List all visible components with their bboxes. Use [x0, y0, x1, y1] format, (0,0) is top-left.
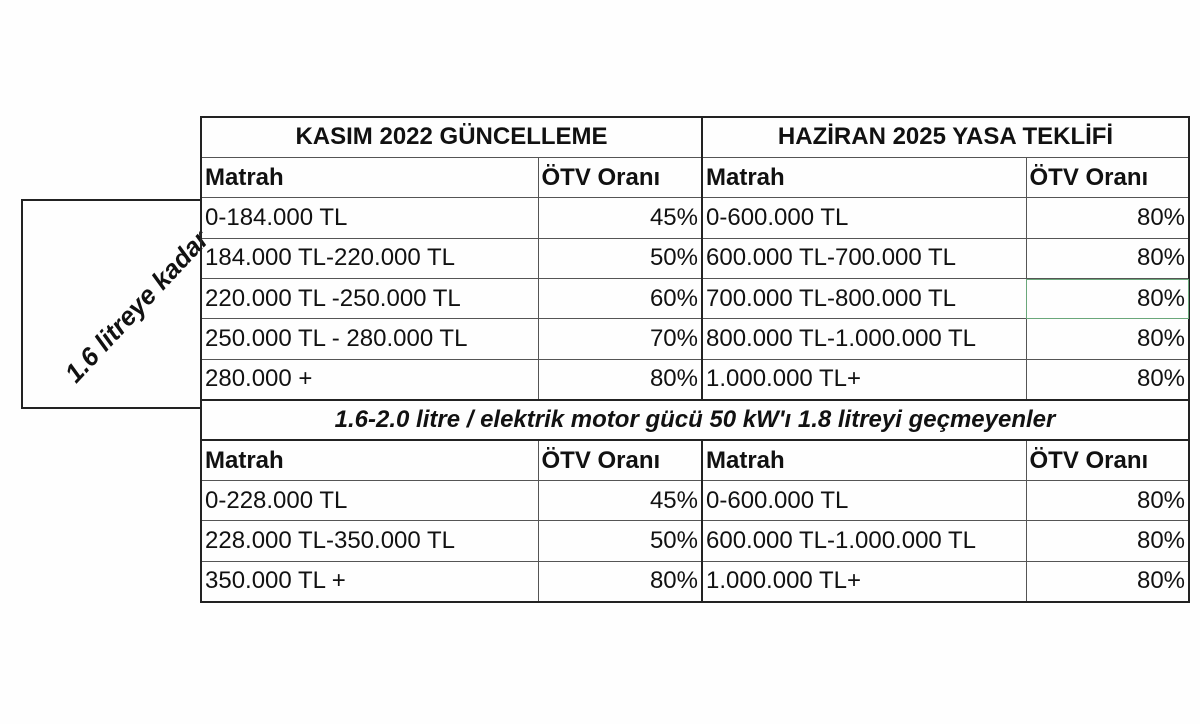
table-row — [201, 279, 1189, 319]
column-matrah: Matrah — [201, 440, 538, 480]
section-title: 1.6-2.0 litre / elektrik motor gücü 50 kW'ı 1.8 litreyi geçmeyenler — [201, 400, 1189, 440]
column-otv-rate: ÖTV Oranı — [538, 157, 702, 197]
table-row — [201, 198, 1189, 238]
side-label-box — [21, 199, 215, 409]
rate-cell: 80% — [1026, 319, 1189, 359]
otv-rate-table — [200, 116, 1190, 603]
table-row — [201, 359, 1189, 399]
rate-cell: 50% — [538, 238, 702, 278]
header-kasim-2022: KASIM 2022 GÜNCELLEME — [201, 117, 702, 157]
period-header-row — [201, 117, 1189, 157]
rate-cell: 80% — [1026, 521, 1189, 561]
rate-cell: 80% — [1026, 238, 1189, 278]
matrah-cell: 600.000 TL-1.000.000 TL — [702, 521, 1026, 561]
header-haziran-2025: HAZİRAN 2025 YASA TEKLİFİ — [702, 117, 1189, 157]
matrah-cell: 0-600.000 TL — [702, 198, 1026, 238]
rate-cell: 45% — [538, 198, 702, 238]
section-title-row — [201, 400, 1189, 440]
column-matrah: Matrah — [201, 157, 538, 197]
matrah-cell: 700.000 TL-800.000 TL — [702, 279, 1026, 319]
table-row — [201, 238, 1189, 278]
matrah-cell: 184.000 TL-220.000 TL — [201, 238, 538, 278]
matrah-cell: 220.000 TL -250.000 TL — [201, 279, 538, 319]
rate-cell: 80% — [1026, 359, 1189, 399]
rate-cell: 80% — [1026, 481, 1189, 521]
rate-cell: 70% — [538, 319, 702, 359]
column-header-row — [201, 157, 1189, 197]
rate-cell: 50% — [538, 521, 702, 561]
column-otv-rate: ÖTV Oranı — [1026, 440, 1189, 480]
matrah-cell: 600.000 TL-700.000 TL — [702, 238, 1026, 278]
selected-rate-cell[interactable]: 80% — [1026, 279, 1189, 319]
matrah-cell: 250.000 TL - 280.000 TL — [201, 319, 538, 359]
column-otv-rate: ÖTV Oranı — [1026, 157, 1189, 197]
rate-cell: 80% — [538, 561, 702, 601]
matrah-cell: 350.000 TL + — [201, 561, 538, 601]
matrah-cell: 800.000 TL-1.000.000 TL — [702, 319, 1026, 359]
table-row — [201, 521, 1189, 561]
matrah-cell: 228.000 TL-350.000 TL — [201, 521, 538, 561]
column-matrah: Matrah — [702, 440, 1026, 480]
matrah-cell: 1.000.000 TL+ — [702, 561, 1026, 601]
rate-cell: 80% — [1026, 198, 1189, 238]
column-matrah: Matrah — [702, 157, 1026, 197]
matrah-cell: 280.000 + — [201, 359, 538, 399]
column-header-row — [201, 440, 1189, 480]
side-label: 1.6 litreye kadar — [58, 224, 215, 389]
matrah-cell: 0-184.000 TL — [201, 198, 538, 238]
table-row — [201, 481, 1189, 521]
rate-cell: 80% — [1026, 561, 1189, 601]
table-row — [201, 561, 1189, 601]
rate-cell: 60% — [538, 279, 702, 319]
matrah-cell: 0-600.000 TL — [702, 481, 1026, 521]
table-row — [201, 319, 1189, 359]
rate-cell: 80% — [538, 359, 702, 399]
column-otv-rate: ÖTV Oranı — [538, 440, 702, 480]
matrah-cell: 1.000.000 TL+ — [702, 359, 1026, 399]
matrah-cell: 0-228.000 TL — [201, 481, 538, 521]
rate-cell: 45% — [538, 481, 702, 521]
